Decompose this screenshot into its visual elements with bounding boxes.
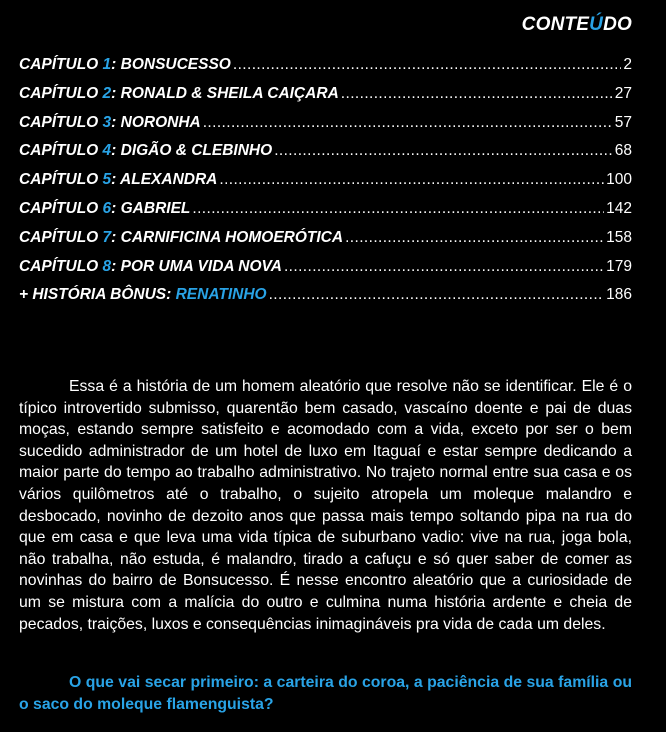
page-number: 100	[606, 171, 632, 189]
chapter-number: 2	[102, 84, 112, 102]
toc-entry-5[interactable]	[19, 171, 632, 200]
toc-entry-bonus[interactable]	[19, 286, 632, 315]
page-number: 27	[614, 84, 632, 102]
page-number: 68	[614, 142, 632, 160]
chapter-title: : NORONHA	[111, 113, 201, 131]
toc-entry-8[interactable]	[19, 258, 632, 287]
chapter-title: : BONSUCESSO	[111, 56, 231, 73]
chapter-title: : DIGÃO & CLEBINHO	[111, 142, 273, 160]
toc-entry-label	[19, 142, 272, 160]
toc-entry-6[interactable]	[19, 200, 632, 229]
page-number: 57	[614, 113, 632, 131]
page-title	[522, 14, 632, 36]
chapter-title: : POR UMA VIDA NOVA	[111, 257, 282, 275]
dot-leader	[284, 258, 604, 276]
synopsis-paragraph: Essa é a história de um homem aleatório que resolve não se identificar. Ele é o típico introvertido submisso, quarentão bem casado, vascaíno doente e pai de duas moças, estando sempre satisfeito e acomodado com a vida, exceto por ser o bem sucedido administrador de um hotel de luxo em Itaguaí e estar sempre dedicando a maior parte do tempo ao trabalho administrativo. No trajeto normal entre sua casa e os vários quilômetros até o trabalho, o sujeito atropela um moleque malandro e desbocado, novinho de dezoito anos que passa mais tempo soltando pipa na rua do que em casa e que leva uma vida típica de suburbano vadio: vive na rua, joga bola, não trabalha, não estuda, é malandro, tirado a cafuçu e só quer saber de comer as novinhas do bairro de Bonsucesso. É nesse encontro aleatório que a curiosidade de um se mistura com a malícia do outro e culmina numa história ardente e cheia de pecados, traições, luxos e consequências inimagináveis pra vida de cada um deles.	[19, 378, 632, 633]
toc-entry-3[interactable]	[19, 114, 632, 143]
chapter-number: 3	[102, 113, 112, 131]
chapter-prefix: CAPÍTULO	[19, 228, 103, 246]
table-of-contents	[19, 56, 632, 315]
toc-entry-4[interactable]	[19, 142, 632, 171]
toc-entry-label	[19, 56, 231, 74]
chapter-title: : CARNIFICINA HOMOERÓTICA	[111, 228, 344, 246]
dot-leader	[233, 56, 622, 74]
title-accent: Ú	[589, 14, 604, 35]
page-number: 142	[606, 199, 632, 217]
chapter-title: : ALEXANDRA	[111, 171, 218, 189]
toc-entry-label	[19, 85, 339, 103]
chapter-number: 8	[102, 257, 112, 275]
dot-leader	[203, 114, 613, 132]
page-number: 179	[606, 257, 632, 275]
dot-leader	[341, 85, 613, 103]
toc-entry-label	[19, 258, 282, 276]
toc-entry-label	[19, 171, 217, 189]
toc-entry-2[interactable]	[19, 85, 632, 114]
hook-question: O que vai secar primeiro: a carteira do coroa, a paciência de sua família ou o saco do moleque flamenguista?	[19, 674, 632, 713]
title-prefix: CONTE	[521, 14, 590, 35]
chapter-number: 5	[102, 171, 112, 189]
dot-leader	[269, 286, 605, 304]
toc-entry-1[interactable]	[19, 56, 632, 85]
chapter-prefix: CAPÍTULO	[19, 171, 103, 189]
toc-entry-label	[19, 286, 267, 304]
dot-leader	[345, 229, 604, 247]
bonus-title: RENATINHO	[175, 286, 267, 304]
page-number: 158	[606, 228, 632, 246]
chapter-number: 4	[102, 142, 112, 160]
dot-leader	[274, 142, 613, 160]
chapter-number: 6	[102, 199, 112, 217]
chapter-number: 1	[102, 56, 112, 73]
toc-entry-label	[19, 229, 343, 247]
dot-leader	[192, 200, 604, 218]
toc-entry-label	[19, 200, 190, 218]
chapter-prefix: CAPÍTULO	[19, 56, 103, 73]
title-suffix: DO	[603, 14, 632, 35]
bonus-prefix: + HISTÓRIA BÔNUS:	[19, 286, 176, 304]
chapter-prefix: CAPÍTULO	[19, 199, 103, 217]
chapter-prefix: CAPÍTULO	[19, 113, 103, 131]
toc-entry-7[interactable]	[19, 229, 632, 258]
toc-entry-label	[19, 114, 201, 132]
dot-leader	[219, 171, 604, 189]
chapter-title: : GABRIEL	[111, 199, 191, 217]
chapter-prefix: CAPÍTULO	[19, 142, 103, 160]
page-number: 2	[623, 56, 632, 73]
chapter-title: : RONALD & SHEILA CAIÇARA	[111, 84, 339, 102]
chapter-prefix: CAPÍTULO	[19, 84, 103, 102]
page-number: 186	[606, 286, 632, 304]
chapter-prefix: CAPÍTULO	[19, 257, 103, 275]
chapter-number: 7	[102, 228, 112, 246]
